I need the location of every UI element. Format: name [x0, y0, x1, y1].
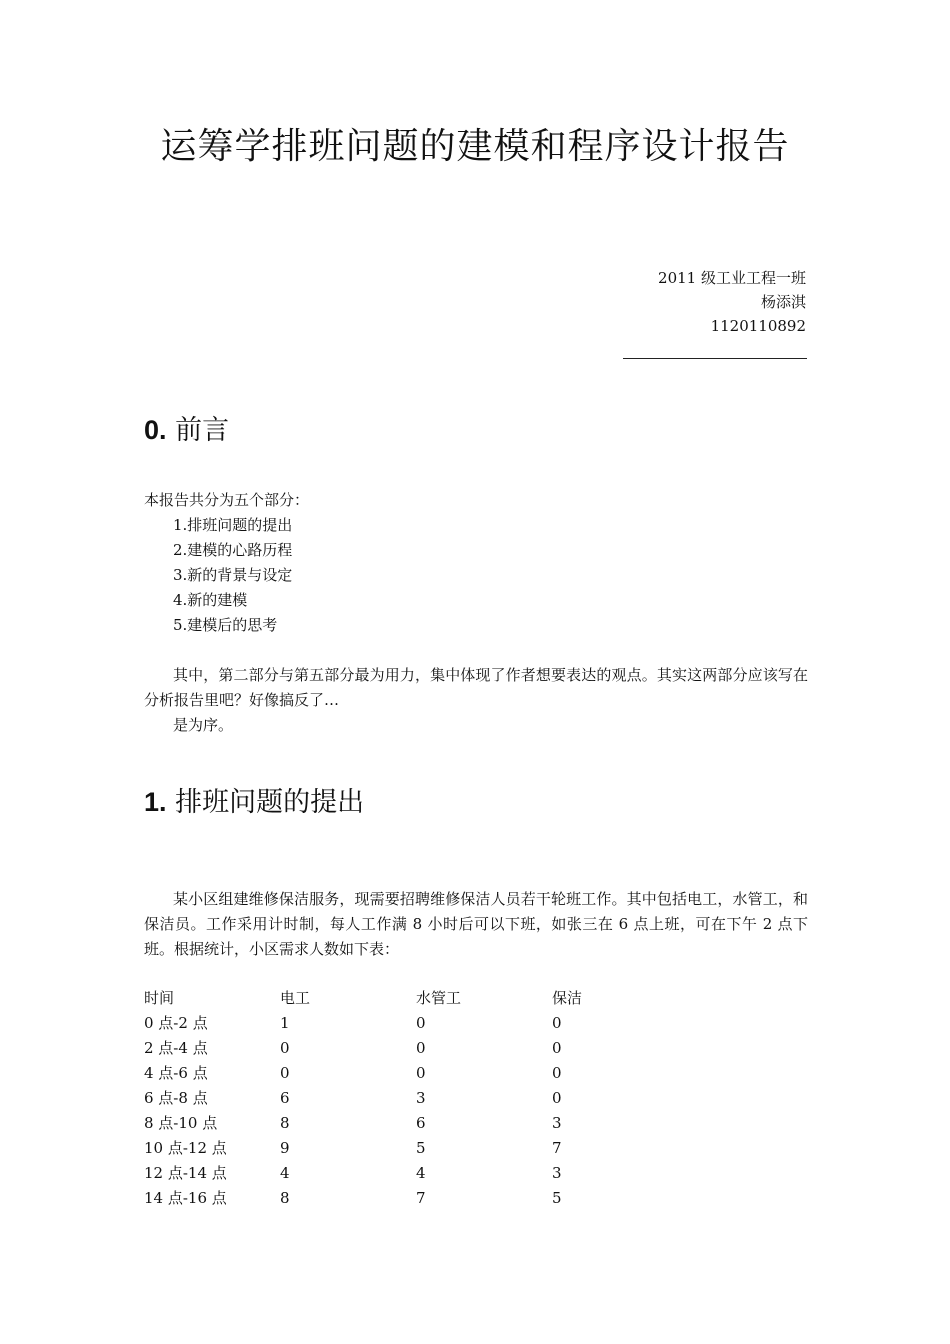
cell-electrician: 6: [280, 1089, 290, 1107]
section-0-body: [144, 488, 808, 738]
section-0-intro: 本报告共分为五个部分：: [144, 491, 310, 509]
column-header-time: 时间: [144, 989, 175, 1007]
author-block: [658, 266, 806, 338]
section-1-title: 排班问题的提出: [175, 787, 365, 818]
author-class: 2011 级工业工程一班: [658, 269, 806, 287]
section-0-title: 前言: [175, 415, 230, 446]
column-header-cleaner: 保洁: [552, 989, 583, 1007]
table-header-row: [144, 986, 688, 1011]
cell-plumber: 0: [416, 1064, 426, 1082]
cell-plumber: 3: [416, 1089, 426, 1107]
section-0-heading: [144, 412, 229, 449]
section-1-body: [144, 887, 808, 962]
cell-cleaner: 3: [552, 1164, 562, 1182]
cell-time: 4 点-6 点: [144, 1064, 208, 1082]
cell-plumber: 7: [416, 1189, 426, 1207]
section-1-number: 1.: [144, 787, 167, 817]
cell-electrician: 0: [280, 1039, 290, 1057]
cell-cleaner: 5: [552, 1189, 562, 1207]
cell-time: 12 点-14 点: [144, 1164, 227, 1182]
list-item: 1.排班问题的提出: [173, 516, 293, 534]
document-title: 运筹学排班问题的建模和程序设计报告: [160, 126, 790, 167]
cell-plumber: 6: [416, 1114, 426, 1132]
section-1-paragraph: 某小区组建维修保洁服务，现需要招聘维修保洁人员若干轮班工作。其中包括电工，水管工，和保洁员。工作采用计时制，每人工作满 8 小时后可以下班，如张三在 6 点上班，可在下午 2 点下班。根据统计，小区需求人数如下表：: [144, 890, 808, 958]
cell-electrician: 8: [280, 1189, 290, 1207]
section-0-closing: 是为序。: [173, 716, 234, 734]
section-0-paragraph: 其中，第二部分与第五部分最为用力，集中体现了作者想要表达的观点。其实这两部分应该写在分析报告里吧？好像搞反了…: [144, 666, 808, 709]
table-row: [144, 1186, 688, 1211]
column-header-plumber: 水管工: [416, 989, 462, 1007]
author-divider: [623, 358, 807, 359]
cell-time: 14 点-16 点: [144, 1189, 227, 1207]
table-row: [144, 1111, 688, 1136]
cell-time: 10 点-12 点: [144, 1139, 227, 1157]
section-1-heading: [144, 784, 364, 821]
cell-time: 2 点-4 点: [144, 1039, 208, 1057]
column-header-electrician: 电工: [280, 989, 311, 1007]
table-row: [144, 1136, 688, 1161]
cell-electrician: 4: [280, 1164, 290, 1182]
cell-cleaner: 0: [552, 1014, 562, 1032]
list-item: 5.建模后的思考: [173, 616, 278, 634]
cell-electrician: 9: [280, 1139, 290, 1157]
cell-electrician: 0: [280, 1064, 290, 1082]
cell-cleaner: 3: [552, 1114, 562, 1132]
cell-cleaner: 7: [552, 1139, 562, 1157]
cell-electrician: 1: [280, 1014, 290, 1032]
cell-electrician: 8: [280, 1114, 290, 1132]
author-name: 杨添淇: [760, 293, 806, 311]
cell-cleaner: 0: [552, 1089, 562, 1107]
cell-cleaner: 0: [552, 1064, 562, 1082]
cell-cleaner: 0: [552, 1039, 562, 1057]
cell-plumber: 0: [416, 1039, 426, 1057]
cell-time: 8 点-10 点: [144, 1114, 218, 1132]
demand-table: [144, 986, 688, 1211]
table-row: [144, 1036, 688, 1061]
cell-time: 0 点-2 点: [144, 1014, 208, 1032]
table-row: [144, 1086, 688, 1111]
list-item: 2.建模的心路历程: [173, 541, 293, 559]
cell-plumber: 0: [416, 1014, 426, 1032]
cell-plumber: 4: [416, 1164, 426, 1182]
table-row: [144, 1011, 688, 1036]
table-row: [144, 1161, 688, 1186]
cell-plumber: 5: [416, 1139, 426, 1157]
table-row: [144, 1061, 688, 1086]
section-0-number: 0.: [144, 415, 167, 445]
cell-time: 6 点-8 点: [144, 1089, 208, 1107]
author-id: 1120110892: [710, 317, 806, 335]
list-item: 3.新的背景与设定: [173, 566, 293, 584]
list-item: 4.新的建模: [173, 591, 248, 609]
